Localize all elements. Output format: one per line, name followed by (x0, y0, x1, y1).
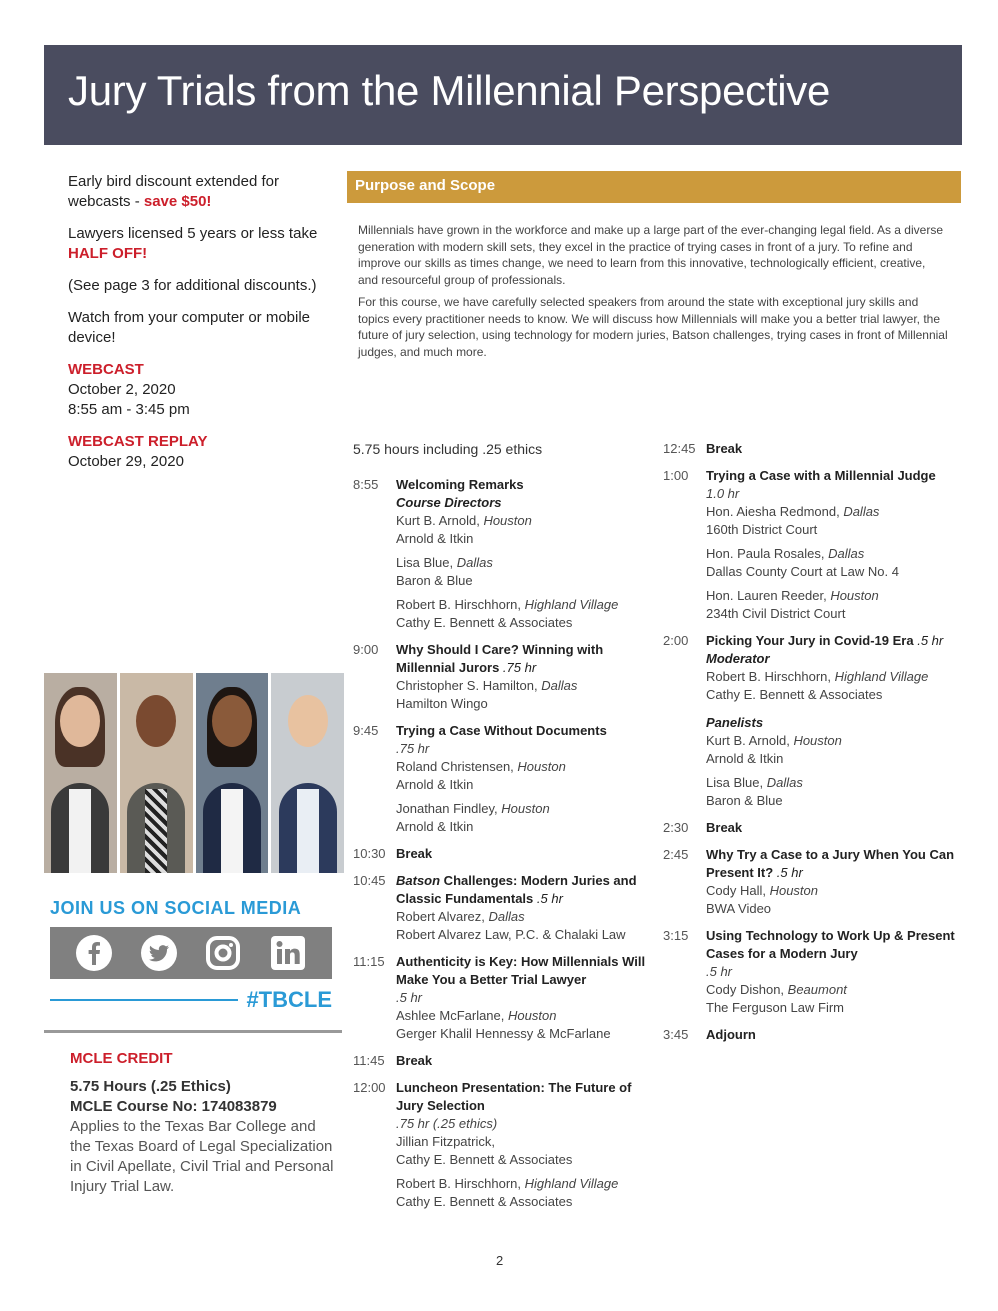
entry-time: 12:45 (663, 441, 696, 456)
entry-time: 1:00 (663, 468, 689, 483)
mcle-heading: MCLE CREDIT (70, 1050, 173, 1067)
speaker: Lisa Blue, Dallas Baron & Blue (396, 555, 493, 588)
schedule-entry (353, 845, 649, 863)
webcast-label: WEBCAST (68, 361, 144, 378)
entry-time: 11:45 (353, 1053, 385, 1068)
speaker: Hon. Aiesha Redmond, Dallas 160th District Court (706, 504, 880, 537)
purpose-heading: Purpose and Scope (355, 177, 496, 194)
replay-info (68, 432, 338, 472)
twitter-icon[interactable] (139, 933, 179, 973)
purpose-paragraph-1: Millennials have grown in the workforce and make up a large part of the ever-changing legal field. As a diverse generation with modern skill sets, they excel in the practice of trying cases in front of a jury. To refine and improve our skills as times change, we need to learn from this innovative, technologically efficient, creative, and resourceful group of professionals. (358, 223, 943, 287)
mcle-hours: 5.75 Hours (.25 Ethics) (70, 1078, 231, 1095)
entry-duration: .75 hr (499, 660, 537, 675)
speaker: Robert B. Hirschhorn, Highland Village Cathy E. Bennett & Associates (396, 1176, 619, 1209)
speaker: Roland Christensen, Houston Arnold & Itkin (396, 759, 566, 792)
entry-time: 8:55 (353, 477, 379, 492)
entry-duration: .5 hr (706, 964, 733, 979)
mcle-credit-block (70, 1049, 340, 1197)
schedule-entry (663, 927, 963, 1017)
entry-time: 10:45 (353, 873, 386, 888)
facebook-icon[interactable] (74, 933, 114, 973)
speaker: Ashlee McFarlane, Houston Gerger Khalil Hennessy & McFarlane (396, 1008, 611, 1041)
entry-title: Break (706, 820, 743, 835)
schedule-entry (353, 641, 649, 713)
early-bird-text: Early bird discount extended for webcasts - save $50! (68, 173, 279, 210)
hashtag[interactable]: #TBCLE (246, 987, 332, 1012)
page-number: 2 (496, 1253, 504, 1268)
schedule-entry (663, 1026, 963, 1044)
speaker: Jillian Fitzpatrick, Cathy E. Bennett & Associates (396, 1134, 573, 1167)
social-media-block (50, 898, 332, 1013)
entry-title: Adjourn (706, 1027, 756, 1042)
schedule-entry (663, 467, 963, 623)
schedule-right-column (663, 440, 963, 1053)
speaker: Robert B. Hirschhorn, Highland Village Cathy E. Bennett & Associates (706, 669, 929, 702)
entry-title: Using Technology to Work Up & Present Cases for a Modern Jury (706, 928, 955, 961)
entry-time: 9:45 (353, 723, 379, 738)
title-banner (44, 45, 962, 145)
millennials-photo (44, 673, 344, 873)
entry-time: 9:00 (353, 642, 379, 657)
replay-date: October 29, 2020 (68, 453, 184, 470)
webcast-info (68, 360, 338, 420)
social-title: JOIN US ON SOCIAL MEDIA (50, 898, 302, 918)
entry-title: Luncheon Presentation: The Future of Jury Selection (396, 1080, 632, 1113)
purpose-paragraph-2: For this course, we have carefully selected speakers from around the state with exceptional jury skills and topics every practitioner needs to know. We will discuss how Millennials will make you a better trial lawyer, the future of jury selection, using technology for modern juries, Batson challenges, trying cases in front of Millennial judges, and much more. (358, 295, 948, 359)
purpose-body (358, 222, 948, 366)
entry-title: Break (706, 441, 743, 456)
speaker: Jonathan Findley, Houston Arnold & Itkin (396, 801, 550, 834)
section-divider (44, 1030, 342, 1033)
entry-duration: .5 hr (533, 891, 563, 906)
replay-label: WEBCAST REPLAY (68, 433, 208, 450)
person-2 (120, 673, 193, 873)
schedule-entry (663, 632, 963, 810)
page-title: Jury Trials from the Millennial Perspective (68, 67, 831, 114)
entry-duration: 1.0 hr (706, 486, 740, 501)
entry-title: Break (396, 1053, 433, 1068)
entry-title: Picking Your Jury in Covid-19 Era .5 hr (706, 633, 944, 648)
save-50-highlight: save $50! (143, 193, 212, 210)
entry-title: Trying a Case with a Millennial Judge (706, 468, 936, 483)
entry-duration: .75 hr (396, 741, 430, 756)
entry-title: Why Should I Care? Winning with Millennial Jurors .75 hr (396, 642, 604, 675)
see-page-note: (See page 3 for additional discounts.) (68, 277, 317, 294)
speaker: Robert B. Hirschhorn, Highland Village Cathy E. Bennett & Associates (396, 597, 619, 630)
speaker: Hon. Paula Rosales, Dallas Dallas County Court at Law No. 4 (706, 546, 899, 579)
entry-subheading: Panelists (706, 715, 764, 730)
entry-time: 12:00 (353, 1080, 386, 1095)
schedule-entry (353, 872, 649, 944)
webcast-date: October 2, 2020 (68, 381, 176, 398)
speaker: Christopher S. Hamilton, Dallas Hamilton Wingo (396, 678, 578, 711)
speaker: Robert Alvarez, Dallas Robert Alvarez Law, P.C. & Chalaki Law (396, 909, 626, 942)
entry-duration: .75 hr (.25 ethics) (396, 1116, 498, 1131)
schedule-entry (353, 1052, 649, 1070)
entry-time: 2:00 (663, 633, 689, 648)
speaker: Kurt B. Arnold, Houston Arnold & Itkin (396, 513, 532, 546)
schedule-entry (663, 440, 963, 458)
schedule-entry (353, 1079, 649, 1211)
entry-title: Break (396, 846, 433, 861)
person-1 (44, 673, 117, 873)
mcle-course-no: MCLE Course No: 174083879 (70, 1098, 277, 1115)
webcast-time: 8:55 am - 3:45 pm (68, 401, 190, 418)
speaker: Lisa Blue, Dallas Baron & Blue (706, 775, 803, 808)
entry-time: 11:15 (353, 954, 385, 969)
watch-text: Watch from your computer or mobile device! (68, 309, 311, 346)
speaker: Hon. Lauren Reeder, Houston 234th Civil District Court (706, 588, 879, 621)
speaker: Cody Hall, Houston BWA Video (706, 883, 818, 916)
entry-duration: .5 hr (913, 633, 944, 648)
schedule-entry (353, 953, 649, 1043)
sidebar-info (68, 172, 338, 484)
lawyers-text: Lawyers licensed 5 years or less take HALF OFF! (68, 225, 318, 262)
entry-subheading: Moderator (706, 651, 770, 666)
mcle-applies: Applies to the Texas Bar College and the Texas Board of Legal Specialization in Civil Apellate, Civil Trial and Personal Injury Trial Law. (70, 1118, 334, 1195)
hashtag-divider (50, 999, 238, 1001)
entry-duration: .5 hr (773, 865, 803, 880)
entry-title: Trying a Case Without Documents (396, 723, 607, 738)
hashtag-row (50, 987, 332, 1013)
linkedin-icon[interactable] (268, 933, 308, 973)
half-off-highlight: HALF OFF! (68, 245, 148, 262)
entry-subheading: Course Directors (396, 495, 502, 510)
entry-title: Authenticity is Key: How Millennials Will Make You a Better Trial Lawyer (396, 954, 646, 987)
entry-time: 3:15 (663, 928, 689, 943)
entry-title: Welcoming Remarks (396, 477, 524, 492)
speaker: Cody Dishon, Beaumont The Ferguson Law Firm (706, 982, 847, 1015)
purpose-heading-bar (347, 171, 961, 203)
entry-time: 3:45 (663, 1027, 689, 1042)
instagram-icon[interactable] (203, 933, 243, 973)
entry-time: 2:45 (663, 847, 689, 862)
schedule-entry (663, 846, 963, 918)
schedule-left-column (353, 440, 649, 1220)
person-3 (196, 673, 269, 873)
total-hours: 5.75 hours including .25 ethics (353, 441, 543, 457)
entry-title: Batson Challenges: Modern Juries and Classic Fundamentals .5 hr (396, 873, 637, 906)
person-4 (271, 673, 344, 873)
entry-time: 10:30 (353, 846, 386, 861)
schedule-entry (353, 722, 649, 836)
speaker: Kurt B. Arnold, Houston Arnold & Itkin (706, 733, 842, 766)
social-icon-bar (50, 927, 332, 979)
entry-title: Why Try a Case to a Jury When You Can Present It? .5 hr (706, 847, 955, 880)
entry-duration: .5 hr (396, 990, 423, 1005)
schedule-entry (353, 476, 649, 632)
schedule-entry (663, 819, 963, 837)
entry-time: 2:30 (663, 820, 689, 835)
